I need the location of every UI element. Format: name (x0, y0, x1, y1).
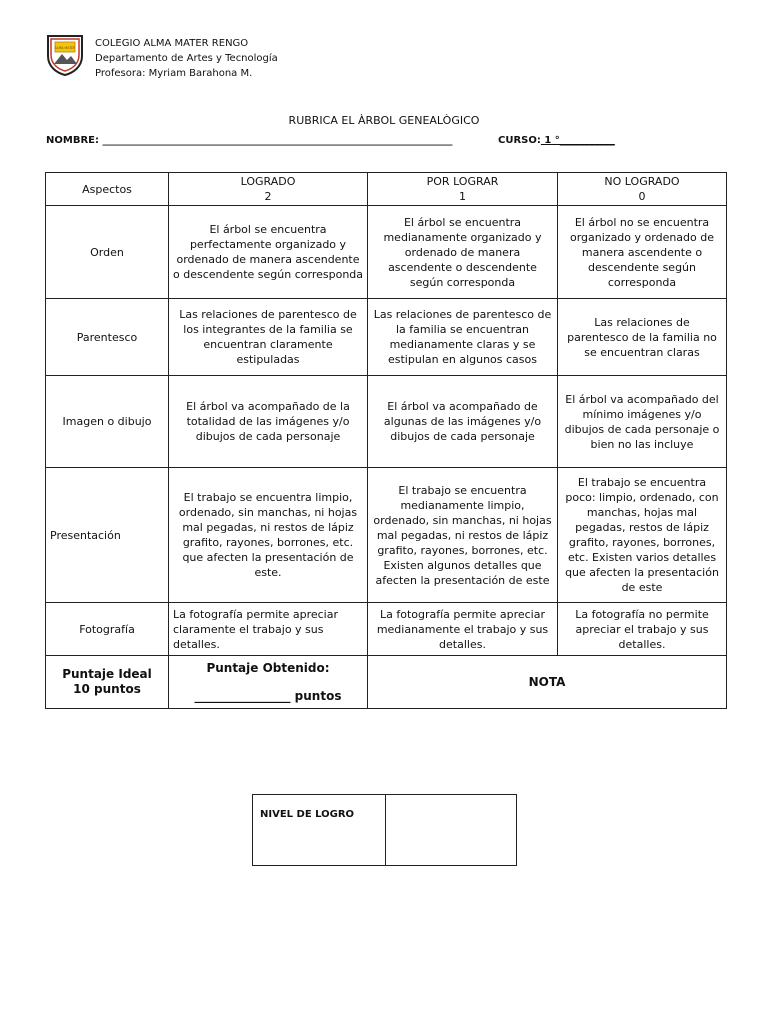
aspect-cell: Parentesco (46, 299, 169, 376)
header-por-lograr: POR LOGRAR 1 (368, 173, 558, 206)
rubric-header-row (46, 173, 727, 206)
aspect-cell: Fotografía (46, 603, 169, 656)
header-logrado-points: 2 (264, 190, 272, 203)
por-lograr-cell: El trabajo se encuentra medianamente limpio, ordenado, sin manchas, ni hojas mal pegadas, ni restos de lápiz grafito, rayones, borrones, etc. Existen algunos detalles que afecten la presentación de este (368, 468, 558, 603)
table-row (46, 206, 727, 299)
teacher-name: Profesora: Myriam Barahona M. (95, 68, 253, 79)
nombre-label: NOMBRE: (46, 135, 99, 146)
puntaje-obtenido-line: ________________ puntos (194, 689, 342, 703)
no-logrado-cell: El árbol va acompañado del mínimo imágenes y/o dibujos de cada personaje o bien no las incluye (558, 376, 727, 468)
por-lograr-cell: Las relaciones de parentesco de la familia se encuentran medianamente claras y se estipulan en algunos casos (368, 299, 558, 376)
table-row (46, 603, 727, 656)
no-logrado-cell: El trabajo se encuentra poco: limpio, ordenado, con manchas, hojas mal pegadas, restos de lápiz grafito, rayones, borrones, etc. Existen varios detalles que afecten la presentación de este (558, 468, 727, 603)
curso-value[interactable]: 1 °___________ (540, 135, 615, 146)
aspect-cell: Presentación (46, 468, 169, 603)
por-lograr-cell: El árbol se encuentra medianamente organizado y ordenado de manera ascendente o descendente según corresponda (368, 206, 558, 299)
logrado-cell: Las relaciones de parentesco de los integrantes de la familia se encuentran claramente estipuladas (169, 299, 368, 376)
header-logrado: LOGRADO 2 (169, 173, 368, 206)
nivel-de-logro-label: NIVEL DE LOGRO (253, 795, 386, 866)
puntaje-ideal-value: 10 puntos (73, 682, 141, 696)
nombre-line[interactable]: ______________________________________________________________________ (102, 135, 453, 146)
aspect-cell: Orden (46, 206, 169, 299)
header-no-logrado-points: 0 (638, 190, 646, 203)
score-row (46, 656, 727, 709)
header-no-logrado: NO LOGRADO 0 (558, 173, 727, 206)
logrado-cell: El árbol va acompañado de la totalidad de las imágenes y/o dibujos de cada personaje (169, 376, 368, 468)
aspect-cell: Imagen o dibujo (46, 376, 169, 468)
no-logrado-cell: El árbol no se encuentra organizado y ordenado de manera ascendente o descendente según corresponda (558, 206, 727, 299)
no-logrado-cell: Las relaciones de parentesco de la familia no se encuentran claras (558, 299, 727, 376)
nota-cell[interactable] (368, 656, 727, 709)
puntaje-obtenido-cell[interactable] (169, 656, 368, 709)
logrado-cell: El árbol se encuentra perfectamente organizado y ordenado de manera ascendente o descendente según corresponda (169, 206, 368, 299)
school-name: COLEGIO ALMA MATER RENGO (95, 38, 249, 49)
logo-lettering: ALMA MATER (54, 46, 76, 50)
school-info (95, 36, 278, 81)
puntaje-ideal-label: Puntaje Ideal (62, 667, 152, 681)
header-por-lograr-points: 1 (459, 190, 466, 203)
por-lograr-cell: El árbol va acompañado de algunas de las imágenes y/o dibujos de cada personaje (368, 376, 558, 468)
school-logo-icon (46, 34, 84, 76)
table-row (46, 376, 727, 468)
curso-field[interactable] (498, 135, 615, 146)
nivel-de-logro-table (252, 794, 517, 866)
document-title: RUBRICA EL ÀRBOL GENEALÒGICO (288, 114, 480, 127)
puntaje-obtenido-label: Puntaje Obtenido: (206, 661, 330, 675)
no-logrado-cell: La fotografía no permite apreciar el trabajo y sus detalles. (558, 603, 727, 656)
table-row (46, 299, 727, 376)
nota-label: NOTA (528, 674, 566, 689)
nivel-de-logro-value[interactable] (386, 795, 517, 866)
curso-label: CURSO: (498, 135, 541, 146)
header-aspectos: Aspectos (46, 173, 169, 206)
table-row (46, 468, 727, 603)
logrado-cell: El trabajo se encuentra limpio, ordenado, sin manchas, ni hojas mal pegadas, ni restos de lápiz grafito, rayones, borrones, etc. que afecten la presentación de este. (169, 468, 368, 603)
department-name: Departamento de Artes y Tecnología (95, 53, 278, 64)
nombre-field[interactable] (46, 135, 452, 146)
logrado-cell: La fotografía permite apreciar claramente el trabajo y sus detalles. (169, 603, 368, 656)
rubric-table (45, 172, 727, 709)
puntaje-ideal-cell (46, 656, 169, 709)
por-lograr-cell: La fotografía permite apreciar medianamente el trabajo y sus detalles. (368, 603, 558, 656)
